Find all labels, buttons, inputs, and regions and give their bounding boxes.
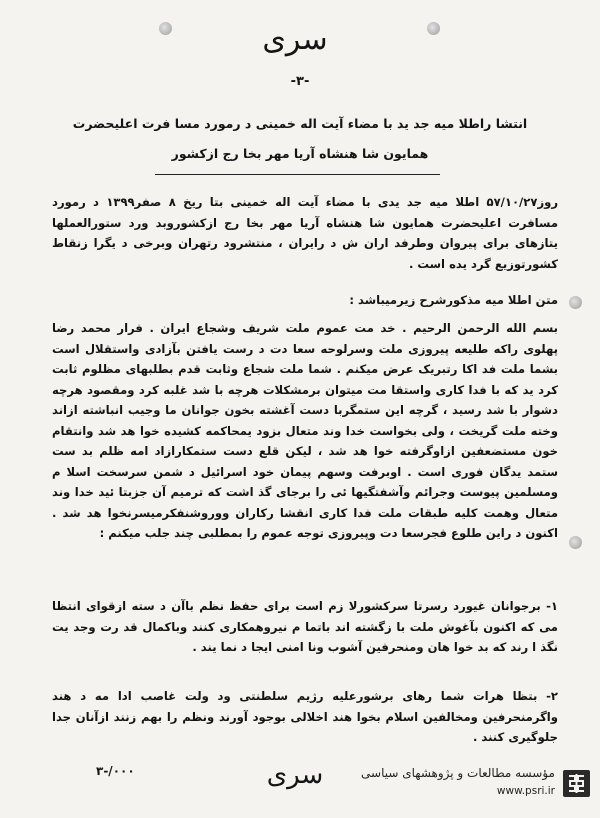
punch-hole <box>427 22 440 35</box>
page-number: -۳- <box>290 74 310 89</box>
proclamation-label-text: متن اطلا میه مذکورشرح زیرمیباشد : <box>349 293 558 307</box>
footer-page-code: ۳-/۰۰۰ <box>96 764 135 778</box>
title-underline <box>155 174 440 175</box>
punch-hole <box>569 536 582 549</box>
watermark-org-name: مؤسسه مطالعات و پژوهشهای سیاسی <box>361 766 555 780</box>
point-1 <box>52 596 558 658</box>
watermark-url: www.psri.ir <box>496 785 555 797</box>
watermark <box>345 764 555 804</box>
institute-logo-icon <box>563 770 590 797</box>
punch-hole <box>159 22 172 35</box>
classification-stamp-bottom: سری <box>266 760 324 790</box>
proclamation-label <box>52 290 558 311</box>
intro-paragraph <box>52 192 558 274</box>
proclamation-body-text: بسم الله الرحمن الرحیم . خد مت عموم ملت شریف وشجاع ایران . فرار محمد رضا پهلوی راکه طلیعه پیروزی ملت وسرلوحه سعا دت د رست یافتن بآزادی واستقلال است بشما ملت فد اکا رتبریک عرض میکنم . شما ملت شجاع وثابت قدم بطلبهای مظلوم ثابت کرد ید که با فدا کاری واستقا مت میتوان برمشکلات هرچه با شد غلبه کرد ومقصود هرچه دشوار با شد رسید ، گرچه این ستمگربا دست آغشته بخون جوانان ما وجیب انباشته ازاند وخته ملت گریخت ، ولی بخواست خدا وند متعال بزود یمحاکمه کشیده خوا هد شد وانتقام خون مستضعفین ازاوگرفته خوا هد شد ، لیکن قلع دست ستمکارازاد امه ظلم بد ست ستمد یدگان فوری است . اوبرفت وسهم پیمان خود اسرائیل د شمن سرسخت اسلا م ومسلمین پیوست وجرائم وآشفتگیها ئی را برجای گذ اشت که ترمیم آن جزبتا ئید خدا وند متعال وهمت کلیه طبقات ملت فدا کاری انقشا رکاران ووروشنفکرمیسرنخوا هد شد . اکنون د راین طلوع فجرسعا دت وپیروزی توجه عموم را بمطلبی چند جلب میکنم : <box>52 321 558 540</box>
point-1-text: ۱- برجوانان غیورد رسرتا سرکشورلا زم است برای حفظ نظم باآن د سته ازقوای انتظا می که اکنون بآغوش ملت با زگشته اند باتما م نیروهمکاری کنند وباکمال قد رت وجد یت نگذ ا رند که بد خوا هان ومنحرفین آشوب ونا امنی ایجا د نما یند . <box>52 599 558 654</box>
punch-hole <box>569 296 582 309</box>
point-2-text: ۲- بتظا هرات شما رهای برشورعلیه رژیم سلطنتی ود ولت غاصب ادا مه د هند واگرمنحرفین ومخالفین اسلام بخوا هند اخلالی بوجود آورند ونظم را بهم زنند ازآنان جدا جلوگیری کنند . <box>52 689 558 744</box>
proclamation-body <box>52 318 558 544</box>
point-2 <box>52 686 558 748</box>
document-title-line2: همایون شا هنشاه آریا مهر بخا رج ازکشور <box>171 146 429 161</box>
classification-stamp-top: سری <box>262 22 328 57</box>
document-title-line1: انتشا راطلا میه جد ید با مضاء آیت اله خمینی د رمورد مسا فرت اعلیحضرت <box>72 116 528 131</box>
intro-text: روز۵۷/۱۰/۲۷ اطلا میه جد یدی با مضاء آیت اله خمینی بتا ریخ ۸ صفر۱۳۹۹ د رمورد مسافرت اعلیحضرت همایون شا هنشاه آریا مهر بخا رج ازکشوروبد ورد ستورالعملها یتازهای برای پیروان وطرفد اران ش د رایران ، منتشرود رتهران وبرخی د یگرا زنقاط کشورتوزیع گرد یده است . <box>52 195 559 271</box>
